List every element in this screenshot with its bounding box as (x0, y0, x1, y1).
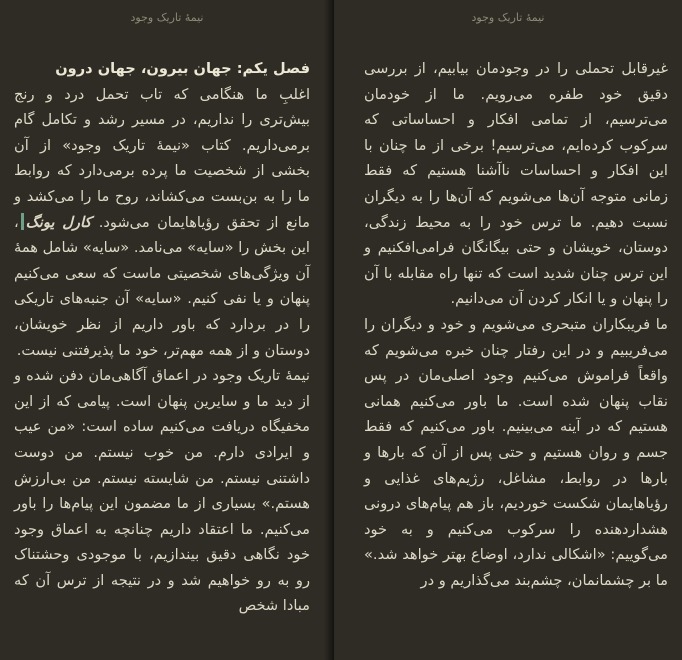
chapter-title: فصل یکم: جهان بیرون، جهان درون (55, 60, 310, 77)
left-page-text (14, 56, 310, 619)
left-paragraph-1-end: ، این بخش را «سایه» می‌نامد. «سایه» شامل همهٔ آن ویژگی‌های شخصیتی ماست که سعی می‌کنیم پنهان و یا نفی کنیم. «سایه» آن جنبه‌های تاریکی را در بردارد که باور داریم از نظر خویشان، دوستان و از همه مهم‌تر، خود ما پذیرفتنی نیست. (14, 213, 310, 359)
left-paragraph-1 (14, 82, 310, 364)
running-head-right: نیمهٔ تاریک وجود (471, 11, 545, 24)
right-paragraph-2: ما فریبکاران متبحری می‌شویم و خود و دیگران را می‌فریبیم و در این رفتار چنان خبره می‌شویم که واقعاً فراموش می‌کنیم وجود اصلی‌مان در پس نقاب پنهان شده است. ما باور می‌کنیم همانی هستیم که در آینه می‌بینیم. باور می‌کنیم که فقط جسم و روان هستیم و حتی پس از آن که بارها و بارها در روابط، مشاغل، رژیم‌های غذایی و رؤیاهایمان شکست خوردیم، باز هم پیام‌های درونی هشداردهنده را سرکوب می‌کنیم و به خود می‌گوییم: «اشکالی ندارد، اوضاع بهتر خواهد شد.» ما بر چشمانمان، چشم‌بند می‌گذاریم و در (364, 315, 668, 589)
right-page-text (364, 56, 668, 593)
author-name-jung: کارل یونگ (25, 213, 92, 231)
text-selection-cursor[interactable] (21, 213, 24, 230)
right-paragraph-1: غیرقابل تحملی را در وجودمان بیابیم، از بررسی دقیق خود طفره می‌رویم. ما از خودمان می‌ترسیم، از تمامی افکار و احساساتی که سرکوب کرده‌ایم، می‌ترسیم! برخی از ما چنان با این افکار و احساسات ناآشنا هستیم که فقط زمانی متوجه آن‌ها می‌شویم که آن‌ها را به دیگران نسبت دهیم. ما ترس خود را به محیط زندگی، دوستان، خویشان و حتی بیگانگان فرامی‌افکنیم و این ترس چنان شدید است که تنها راه مقابله با آن را پنهان و یا انکار کردن آن می‌دانیم. (364, 60, 668, 308)
right-page[interactable] (334, 0, 682, 660)
left-page[interactable] (0, 0, 334, 660)
left-paragraph-2: نیمهٔ تاریک وجود در اعماق آگاهی‌مان دفن شده و از دید ما و سایرین پنهان است. پیامی که از این مخفیگاه دریافت می‌کنیم ساده است: «من عیب و ایرادی دارم. من خوب نیستم. من دوست داشتنی نیستم. من شایسته نیستم. من بی‌ارزش هستم.» بسیاری از ما مضمون این پیام‌ها را باور می‌کنیم. ما اعتقاد داریم چنانچه به اعماق وجود خود نگاهی دقیق بیندازیم، با موجودی وحشتناک رو به رو خواهیم شد و در نتیجه از ترس آن که مبادا شخص (14, 367, 310, 615)
left-paragraph-1-start: اغلبِ ما هنگامی که تاب تحمل درد و رنج بیش‌تری را نداریم، در مسیر رشد و تکامل گام برمی‌داریم. کتاب «نیمهٔ تاریک وجود» از آن بخشی از شخصیت ما پرده برمی‌دارد که روابط ما را به بن‌بست می‌کشاند، روح ما را می‌کشد و مانع از تحقق رؤیاهایمان می‌شود. (14, 85, 310, 231)
running-head-left: نیمهٔ تاریک وجود (130, 11, 204, 24)
